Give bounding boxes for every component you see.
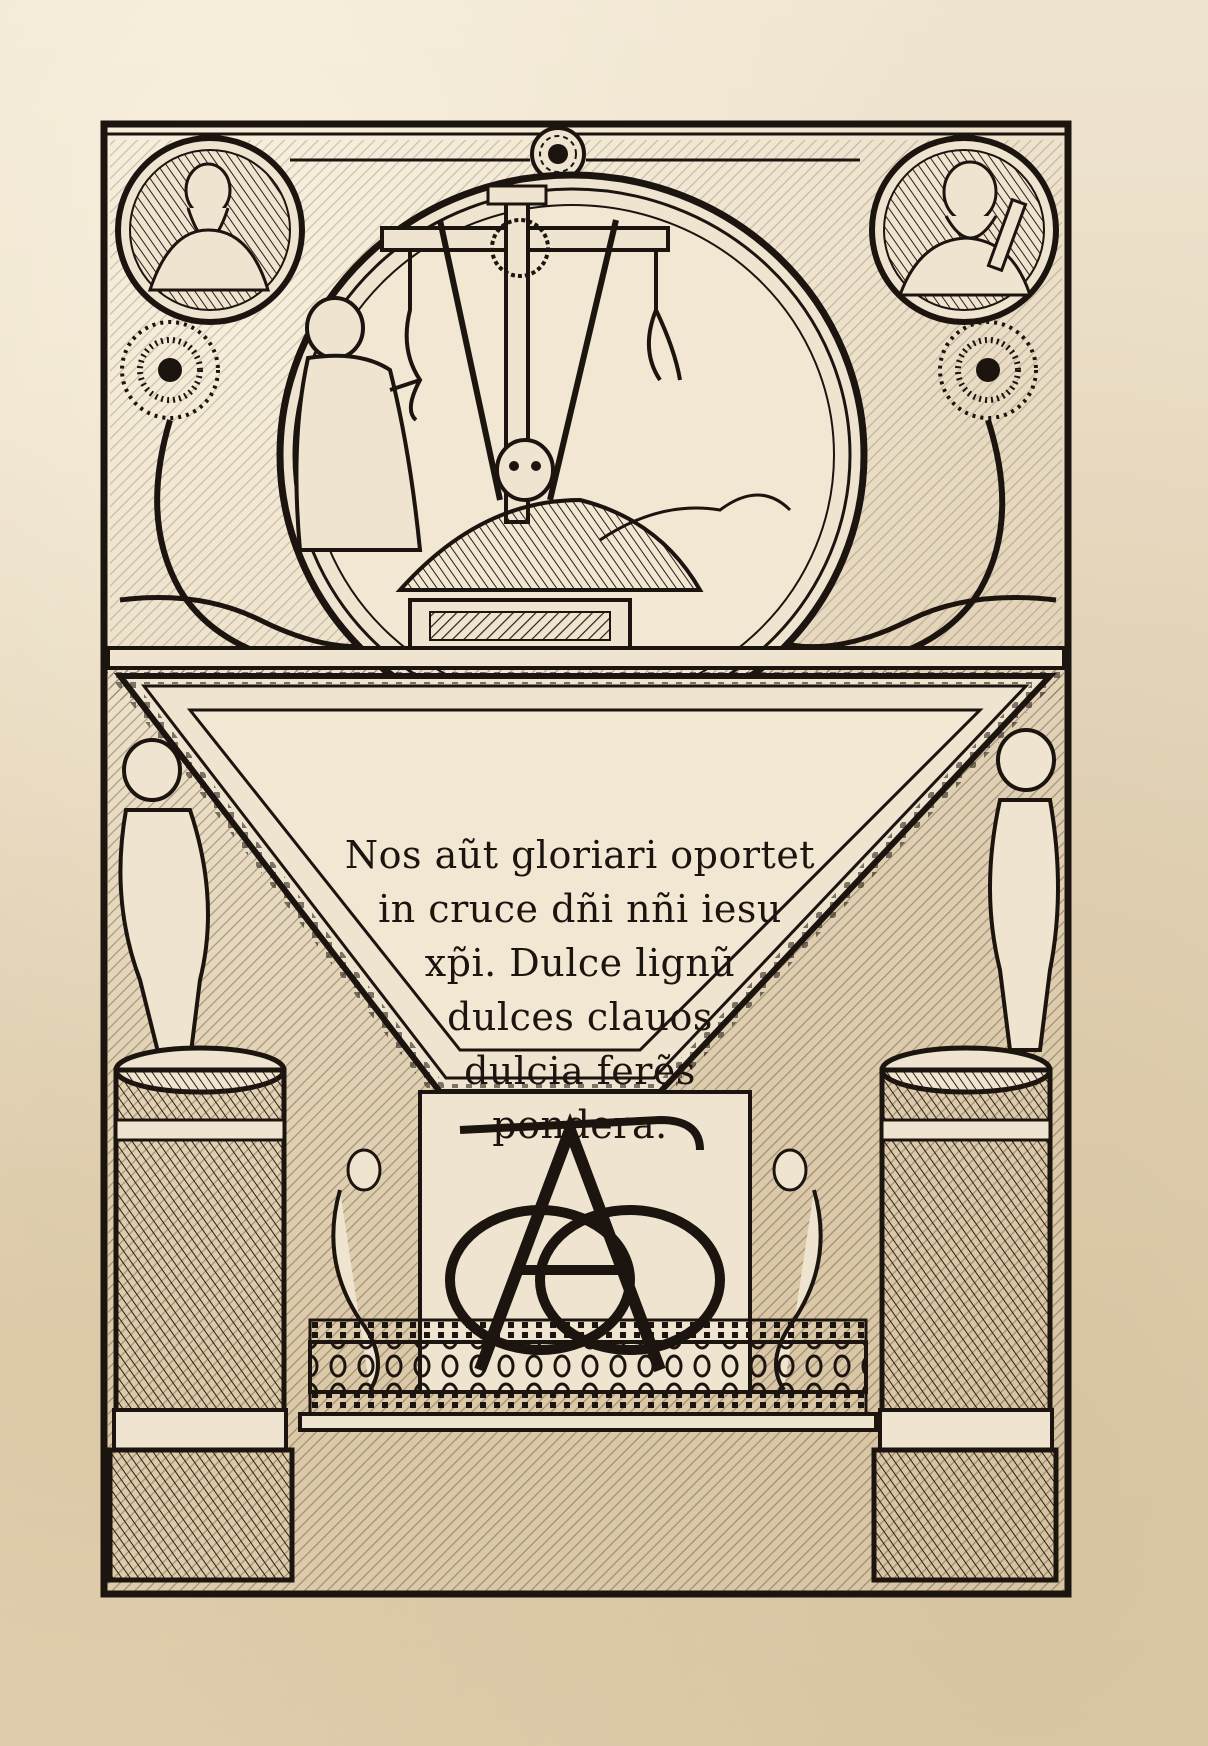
inscription-text [270, 828, 890, 1152]
base-frieze [300, 1320, 876, 1430]
medallion-right-saint [872, 138, 1056, 322]
pedestal-left [110, 1048, 292, 1580]
medallion-left-saint [118, 138, 302, 322]
pedestal-right [874, 1048, 1056, 1580]
inscription-line-6: pondera. [492, 1103, 668, 1147]
inscription-line-1: Nos aũt gloriari oportet [344, 833, 816, 877]
inscription-line-4: dulces clauos [447, 995, 713, 1039]
inscription-line-2: in cruce dñi nñi iesu [378, 887, 782, 931]
inscription-line-3: xp̃i. Dulce lignũ [424, 941, 736, 985]
inscription-line-5: dulcia ferẽs [464, 1049, 696, 1093]
